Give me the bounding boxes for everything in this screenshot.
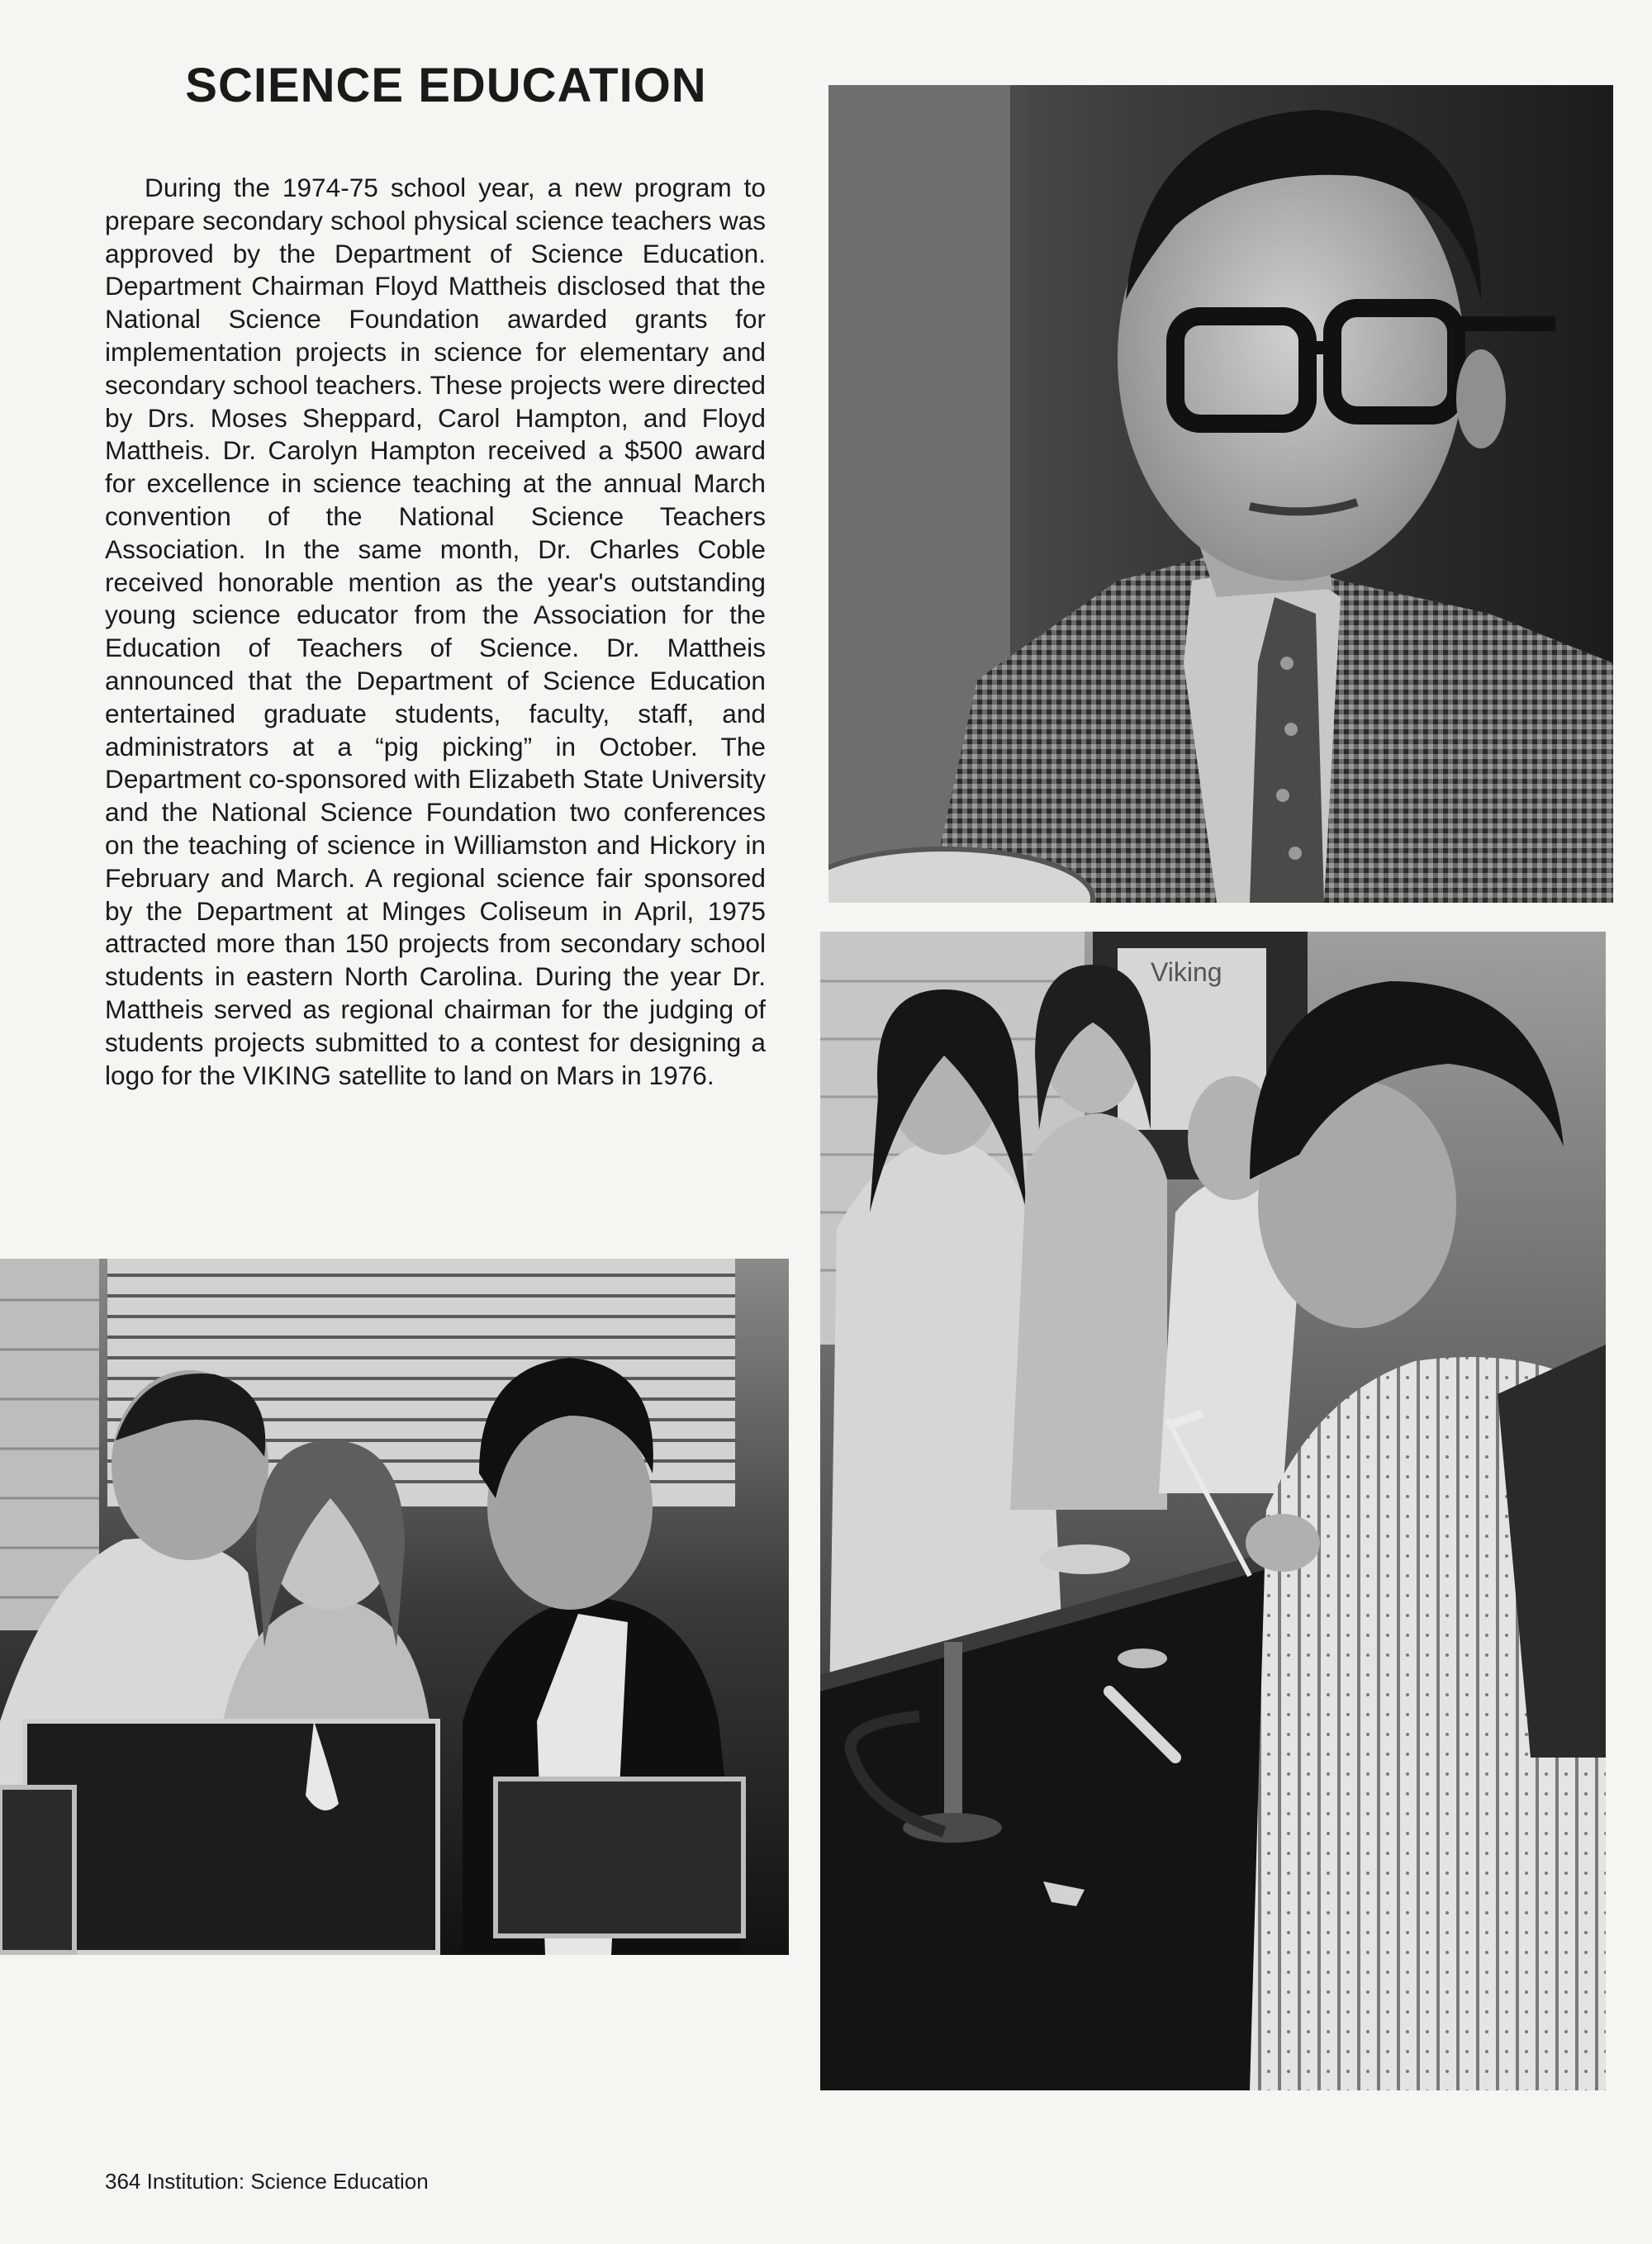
page-footer: 364 Institution: Science Education xyxy=(105,2169,429,2194)
aquarium-photo xyxy=(0,1259,789,1955)
article-body: During the 1974-75 school year, a new program to prepare secondary school physical science teachers was approved by the Department of Science Education. Department Chairman Floyd Mattheis disclosed that the National Science Foundation awarded grants for implementation projects in science for elementary and secondary school teachers. These projects were directed by Drs. Moses Sheppard, Carol Hampton, and Floyd Mattheis. Dr. Carolyn Hampton received a $500 award for excellence in science teaching at the annual March convention of the National Science Teachers Association. In the same month, Dr. Charles Coble received honorable mention as the year's outstanding young science educator from the Association for the Education of Teachers of Science. Dr. Mattheis announced that the Department of Science Education entertained graduate students, faculty, staff, and administrators at a “pig picking” in October. The Department co-sponsored with Elizabeth State University and the National Science Foundation two conferences on the teaching of science in Williamston and Hickory in February and March. A regional science fair sponsored by the Department at Minges Coliseum in April, 1975 attracted more than 150 projects from secondary school students in eastern North Carolina. During the year Dr. Mattheis served as regional chairman for the judging of students projects submitted to a contest for designing a logo for the VIKING satellite to land on Mars in 1976. xyxy=(105,173,766,1090)
poster-label: Viking xyxy=(1151,957,1222,987)
aquarium-photo-image xyxy=(0,1259,789,1955)
portrait-photo xyxy=(828,85,1613,903)
lab-photo-image xyxy=(820,932,1606,2090)
page-title: SCIENCE EDUCATION xyxy=(185,59,707,112)
lab-photo xyxy=(820,932,1606,2090)
portrait-photo-image xyxy=(828,85,1613,903)
